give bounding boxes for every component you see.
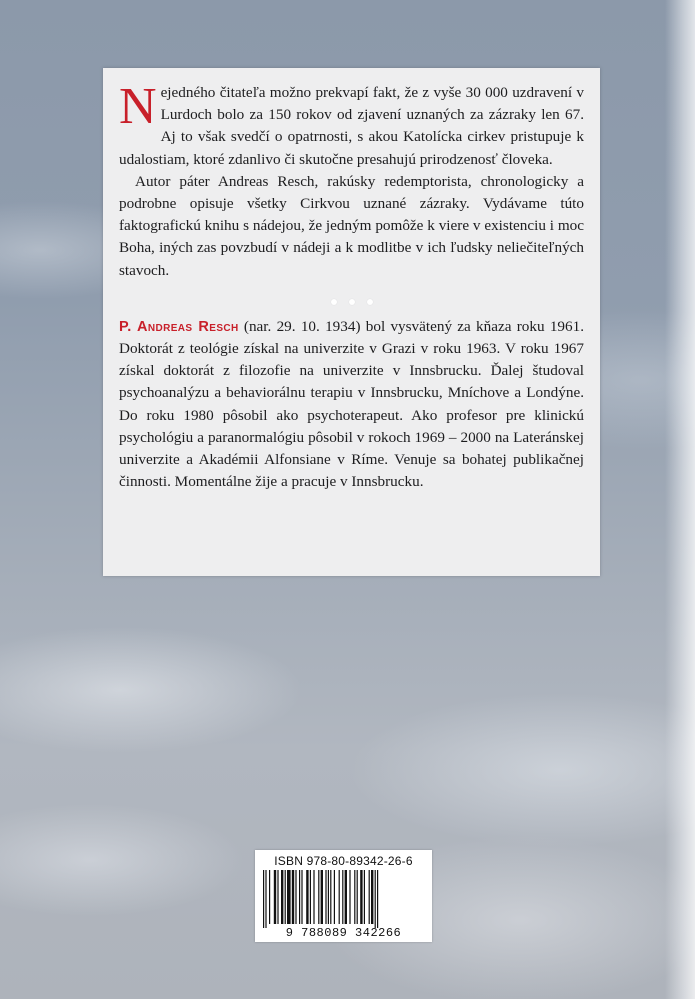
divider-dot (331, 299, 337, 305)
divider-dot (367, 299, 373, 305)
intro-paragraph (119, 78, 584, 171)
cover-edge (665, 0, 695, 999)
intro-text: ejedného čitateľa možno prekvapí fakt, že z vyše 30 000 uzdravení v Lurdoch bolo za 150 rokov od zjavení uznaných za zázraky len 67. Aj to však svedčí o opatrnosti, s akou Katolícka cirkev pristupuje k udalostiam, ktoré zdanlivo či skutočne presahujú prirodzenosť človeka. (119, 84, 584, 168)
barcode-digits: 9 788089 342266 (285, 926, 402, 940)
divider-dot (349, 299, 355, 305)
isbn-label: ISBN 978-80-89342-26-6 (274, 854, 413, 868)
drop-cap: N (119, 78, 157, 135)
barcode-icon (261, 870, 426, 928)
isbn-barcode-box (255, 850, 432, 942)
section-divider (119, 296, 584, 306)
second-paragraph: Autor páter Andreas Resch, rakúsky redemptorista, chronologicky a podrobne opisuje všetky Cirkvou uznané zázraky. Vydávame túto faktografickú knihu s nádejou, že jedným pomôže k viere v existenciu i moc Boha, iných zas povzbudí v nádeji a k modlitbe v ich ľudsky neliečiteľných stavoch. (119, 172, 584, 279)
author-bio: (nar. 29. 10. 1934) bol vysvätený za kňaza roku 1961. Doktorát z teológie získal na univerzite v Grazi v roku 1963. V roku 1967 získal doktorát z filozofie na univerzite v Innsbrucku. Ďalej študoval psychoanalýzu a behaviorálnu terapiu v Innsbrucku, Mníchove a Londýne. Do roku 1980 pôsobil ako psychoterapeut. Ako profesor pre klinickú psychológiu a paranormalógiu pôsobil v rokoch 1969 – 2000 na Lateránskej univerzite a Akadémii Alfonsiane v Ríme. Venuje sa bohatej publikačnej činnosti. Momentálne žije a pracuje v Innsbrucku. (119, 317, 584, 491)
author-paragraph (119, 316, 584, 494)
author-name: P. Andreas Resch (119, 318, 239, 335)
blurb-panel (103, 68, 600, 576)
